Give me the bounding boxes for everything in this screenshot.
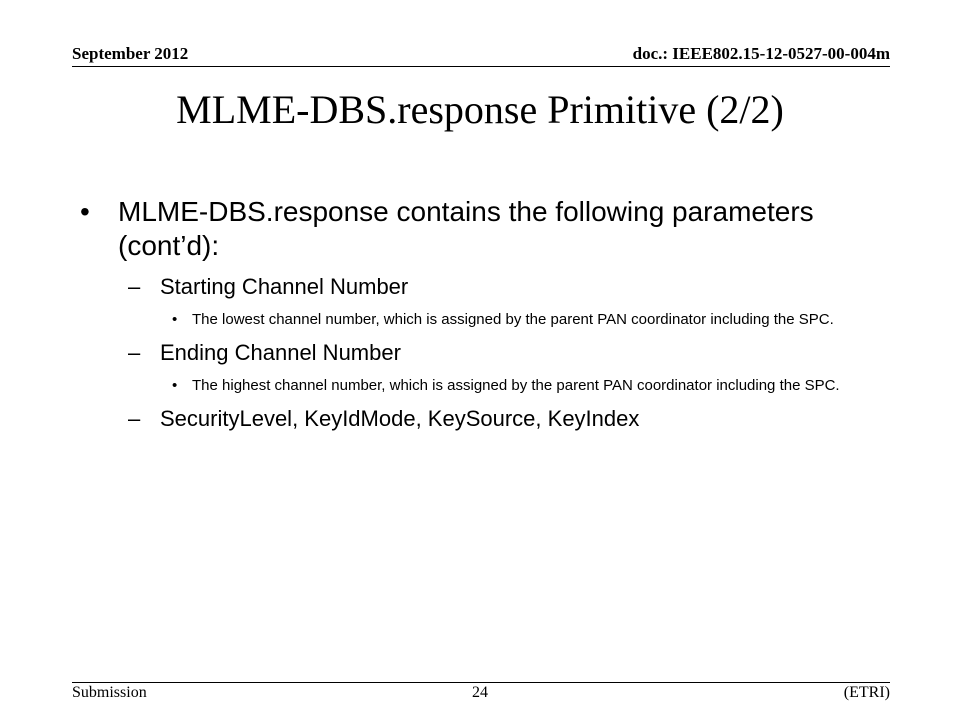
header-date: September 2012 bbox=[72, 44, 189, 63]
sub-item-security bbox=[80, 405, 880, 433]
sub-item-label: Starting Channel Number bbox=[160, 274, 409, 299]
main-bullet bbox=[80, 195, 880, 263]
sub-item-ending-channel bbox=[80, 339, 880, 367]
detail-ending-channel bbox=[80, 375, 880, 397]
slide-title: MLME-DBS.response Primitive (2/2) bbox=[176, 87, 784, 132]
bullet-icon: • bbox=[172, 377, 178, 394]
detail-starting-channel bbox=[80, 309, 880, 331]
detail-text: The highest channel number, which is assigned by the parent PAN coordinator including the SPC. bbox=[192, 377, 840, 394]
header-divider bbox=[72, 66, 890, 67]
bullet-icon: • bbox=[80, 196, 90, 227]
sub-item-label: Ending Channel Number bbox=[160, 340, 401, 365]
bullet-icon: • bbox=[172, 311, 178, 328]
main-bullet-text: MLME-DBS.response contains the following parameters (cont’d): bbox=[118, 196, 814, 261]
page-number: 24 bbox=[472, 684, 488, 701]
sub-item-label: SecurityLevel, KeyIdMode, KeySource, KeyIndex bbox=[160, 406, 640, 431]
header-doc-id: doc.: IEEE802.15-12-0527-00-004m bbox=[632, 44, 890, 63]
slide-content bbox=[80, 195, 880, 433]
footer-divider bbox=[72, 682, 890, 683]
dash-icon: – bbox=[128, 406, 141, 431]
dash-icon: – bbox=[128, 340, 141, 365]
footer-organization: (ETRI) bbox=[843, 684, 890, 701]
footer-submission: Submission bbox=[72, 684, 147, 701]
sub-item-starting-channel bbox=[80, 273, 880, 301]
dash-icon: – bbox=[128, 274, 141, 299]
detail-text: The lowest channel number, which is assigned by the parent PAN coordinator including the SPC. bbox=[192, 311, 834, 328]
